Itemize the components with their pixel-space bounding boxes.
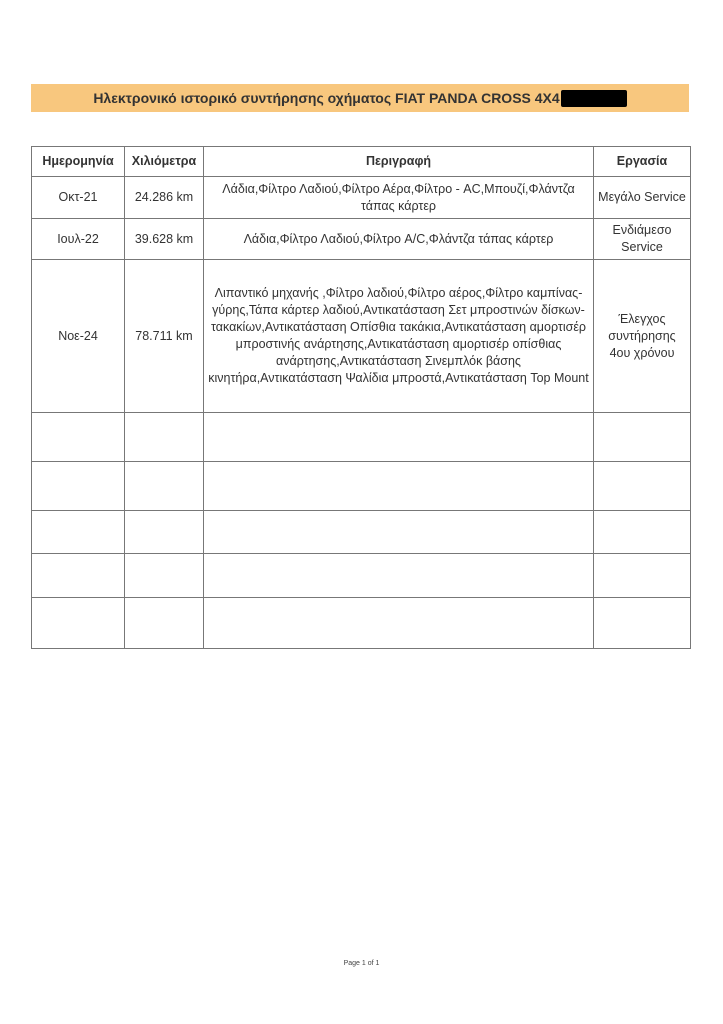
empty-cell [125,598,204,649]
table-row [32,260,691,413]
cell-km: 24.286 km [125,177,204,219]
maintenance-history-table [31,146,691,649]
redaction-block [561,90,627,107]
empty-cell [204,511,594,554]
empty-cell [204,554,594,598]
table-header-row [32,147,691,177]
empty-table-row [32,554,691,598]
empty-cell [125,413,204,462]
empty-cell [32,413,125,462]
cell-date: Ιουλ-22 [32,219,125,260]
empty-cell [32,462,125,511]
empty-table-row [32,413,691,462]
empty-cell [204,413,594,462]
cell-date: Νοε-24 [32,260,125,413]
document-title: Ηλεκτρονικό ιστορικό συντήρησης οχήματος FIAT PANDA CROSS 4X4 [93,90,560,106]
header-date: Ημερομηνία [32,147,125,177]
header-description: Περιγραφή [204,147,594,177]
empty-cell [32,511,125,554]
empty-cell [32,598,125,649]
cell-km: 39.628 km [125,219,204,260]
empty-cell [594,462,691,511]
empty-cell [125,462,204,511]
empty-table-row [32,598,691,649]
cell-description: Λιπαντικό μηχανής ,Φίλτρο λαδιού,Φίλτρο αέρος,Φίλτρο καμπίνας-γύρης,Τάπα κάρτερ λαδιού,Αντικατάσταση Σετ μπροστινών δίσκων-τακακίων,Αντικατάσταση Οπίσθια τακάκια,Αντικατάσταση αμορτισέρ μπροστινής ανάρτησης,Αντικατάσταση αμορτισέρ οπίσθιας ανάρτησης,Αντικατάσταση Σινεμπλόκ βάσης κινητήρα,Αντικατάσταση Ψαλίδια μπροστά,Αντικατάσταση Top Mount [204,260,594,413]
empty-cell [204,598,594,649]
cell-km: 78.711 km [125,260,204,413]
empty-cell [594,413,691,462]
cell-description: Λάδια,Φίλτρο Λαδιού,Φίλτρο A/C,Φλάντζα τάπας κάρτερ [204,219,594,260]
document-title-bar [31,84,689,112]
empty-cell [204,462,594,511]
empty-cell [594,598,691,649]
cell-work: Μεγάλο Service [594,177,691,219]
empty-table-row [32,511,691,554]
empty-cell [125,511,204,554]
header-km: Χιλιόμετρα [125,147,204,177]
cell-description: Λάδια,Φίλτρο Λαδιού,Φίλτρο Αέρα,Φίλτρο - AC,Μπουζί,Φλάντζα τάπας κάρτερ [204,177,594,219]
cell-date: Οκτ-21 [32,177,125,219]
empty-table-row [32,462,691,511]
header-work: Εργασία [594,147,691,177]
cell-work: Ενδιάμεσο Service [594,219,691,260]
empty-cell [125,554,204,598]
empty-cell [594,554,691,598]
table-row [32,219,691,260]
cell-work: Έλεγχος συντήρησης 4ου χρόνου [594,260,691,413]
empty-cell [594,511,691,554]
page-footer: Page 1 of 1 [343,960,380,967]
table-row [32,177,691,219]
empty-cell [32,554,125,598]
